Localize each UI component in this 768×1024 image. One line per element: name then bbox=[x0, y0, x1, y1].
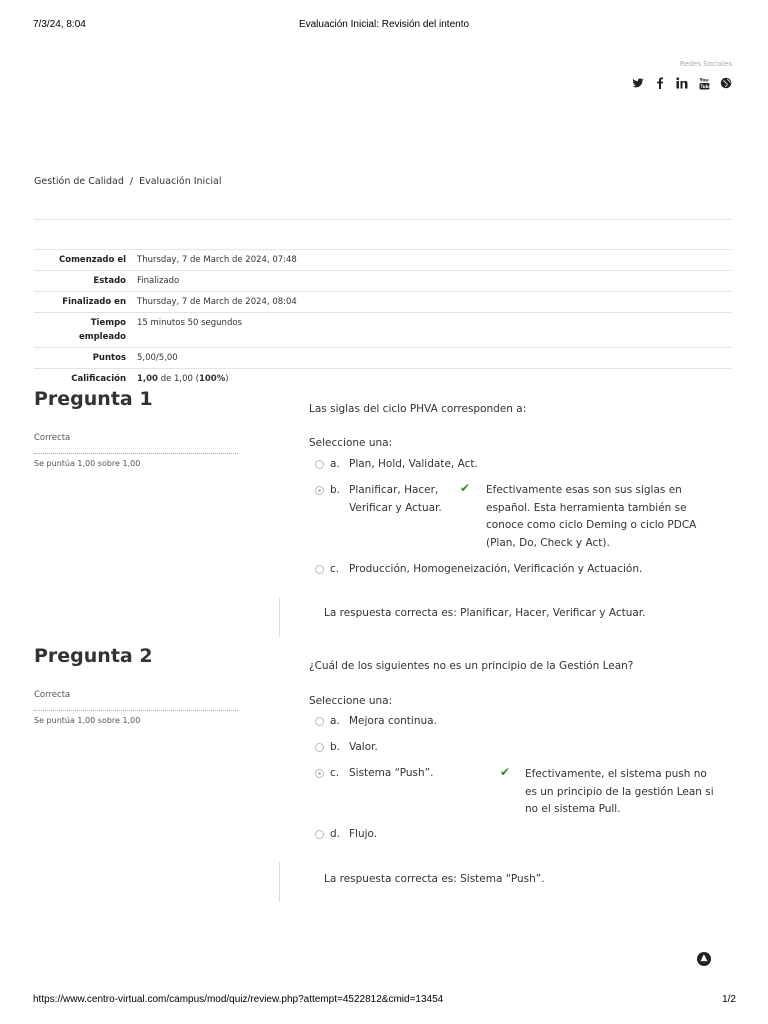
grade-value: 1,00 bbox=[137, 374, 158, 384]
question-state: Correcta bbox=[34, 433, 71, 443]
question-grade: Se puntúa 1,00 sobre 1,00 bbox=[34, 459, 141, 468]
divider bbox=[279, 862, 280, 902]
answer-text: Sistema “Push”. bbox=[349, 767, 434, 779]
question-text: ¿Cuál de los siguientes no es un principio de la Gestión Lean? bbox=[309, 660, 634, 672]
youtube-icon[interactable] bbox=[698, 77, 710, 91]
summary-label: Comenzado el bbox=[59, 255, 126, 265]
grade-percent: 100% bbox=[198, 374, 226, 384]
answer-radio[interactable] bbox=[315, 717, 324, 726]
chevron-up-icon: ▲ bbox=[700, 953, 708, 963]
answer-text: Mejora continua. bbox=[349, 715, 437, 727]
summary-label: Estado bbox=[93, 276, 126, 286]
summary-value-grade bbox=[134, 369, 732, 390]
breadcrumb-item-course[interactable]: Gestión de Calidad bbox=[34, 176, 124, 187]
feedback-line: Efectivamente, el sistema push no bbox=[525, 768, 707, 780]
question-title: Pregunta 1 bbox=[34, 388, 153, 410]
answer-letter: a. bbox=[330, 715, 340, 727]
feedback-line: español. Esta herramienta también se bbox=[486, 501, 687, 514]
answer-text: Producción, Homogeneización, Verificación y Actuación. bbox=[349, 563, 643, 575]
print-page-number: 1/2 bbox=[722, 994, 736, 1005]
summary-label: Puntos bbox=[92, 353, 126, 363]
grade-close: ) bbox=[225, 374, 229, 384]
question-grade: Se puntúa 1,00 sobre 1,00 bbox=[34, 716, 141, 725]
breadcrumb bbox=[34, 176, 222, 187]
answer-radio-selected[interactable] bbox=[315, 769, 324, 778]
svg-text:You: You bbox=[699, 78, 709, 84]
attempt-summary-table bbox=[34, 249, 732, 389]
answer-text: Flujo. bbox=[349, 828, 378, 840]
linkedin-icon[interactable] bbox=[676, 77, 688, 91]
summary-value: Thursday, 7 de March de 2024, 08:04 bbox=[137, 297, 297, 307]
table-row bbox=[34, 369, 732, 390]
question-state: Correcta bbox=[34, 690, 71, 700]
facebook-icon[interactable] bbox=[654, 77, 666, 91]
summary-value: Finalizado bbox=[137, 276, 180, 286]
divider bbox=[34, 453, 238, 454]
correct-answer-text: La respuesta correcta es: Sistema “Push”. bbox=[324, 873, 545, 885]
print-header bbox=[0, 19, 768, 33]
summary-value: 15 minutos 50 segundos bbox=[137, 318, 242, 328]
answer-text: Valor. bbox=[349, 741, 378, 753]
summary-label: Tiempo empleado bbox=[78, 318, 126, 342]
answer-radio[interactable] bbox=[315, 830, 324, 839]
answer-text-line: Planificar, Hacer, bbox=[349, 484, 439, 496]
summary-label: Finalizado en bbox=[62, 297, 126, 307]
table-row bbox=[34, 292, 732, 313]
answer-letter: c. bbox=[330, 767, 340, 779]
print-footer bbox=[0, 994, 768, 1008]
feedback-line: (Plan, Do, Check y Act). bbox=[486, 536, 610, 549]
print-datetime: 7/3/24, 8:04 bbox=[33, 19, 86, 30]
grade-of: de 1,00 ( bbox=[160, 374, 199, 384]
answer-radio[interactable] bbox=[315, 460, 324, 469]
divider bbox=[34, 710, 238, 711]
answer-letter: d. bbox=[330, 828, 341, 840]
check-icon: ✔ bbox=[460, 481, 471, 495]
summary-label: Calificación bbox=[71, 374, 126, 384]
breadcrumb-item-quiz[interactable]: Evaluación Inicial bbox=[139, 176, 222, 187]
feedback-line: es un principio de la gestión Lean si bbox=[525, 785, 714, 798]
feedback-line: Efectivamente esas son sus siglas en bbox=[486, 484, 682, 496]
svg-text:Tube: Tube bbox=[700, 84, 711, 89]
answer-letter: a. bbox=[330, 458, 340, 470]
answer-letter: b. bbox=[330, 741, 341, 753]
social-title: Redes Sociales bbox=[679, 60, 732, 68]
back-to-top-button[interactable] bbox=[697, 952, 711, 966]
print-url: https://www.centro-virtual.com/campus/mod/quiz/review.php?attempt=4522812&cmid=13454 bbox=[33, 994, 444, 1005]
table-row bbox=[34, 271, 732, 292]
summary-value: Thursday, 7 de March de 2024, 07:48 bbox=[137, 255, 297, 265]
question-prompt: Seleccione una: bbox=[309, 437, 393, 449]
feedback-line: no el sistema Pull. bbox=[525, 803, 621, 815]
answer-text-line: Verificar y Actuar. bbox=[349, 502, 442, 514]
print-page-title: Evaluación Inicial: Revisión del intento bbox=[298, 19, 470, 30]
twitter-icon[interactable] bbox=[632, 77, 644, 91]
divider bbox=[34, 219, 732, 220]
table-row bbox=[34, 313, 732, 348]
breadcrumb-separator: / bbox=[129, 176, 134, 187]
divider bbox=[279, 597, 280, 637]
correct-answer-text: La respuesta correcta es: Planificar, Hacer, Verificar y Actuar. bbox=[324, 607, 646, 619]
social-links bbox=[632, 77, 732, 91]
question-text: Las siglas del ciclo PHVA corresponden a: bbox=[309, 403, 527, 415]
question-prompt: Seleccione una: bbox=[309, 695, 393, 707]
check-icon: ✔ bbox=[500, 765, 511, 779]
globe-icon[interactable] bbox=[720, 77, 732, 91]
answer-letter: b. bbox=[330, 484, 341, 496]
feedback-line: conoce como ciclo Deming o ciclo PDCA bbox=[486, 519, 697, 531]
answer-letter: c. bbox=[330, 563, 340, 575]
summary-value: 5,00/5,00 bbox=[137, 353, 178, 363]
table-row bbox=[34, 348, 732, 369]
answer-radio[interactable] bbox=[315, 743, 324, 752]
answer-radio[interactable] bbox=[315, 565, 324, 574]
question-title: Pregunta 2 bbox=[34, 645, 153, 667]
table-row bbox=[34, 250, 732, 271]
answer-radio-selected[interactable] bbox=[315, 486, 324, 495]
answer-text: Plan, Hold, Validate, Act. bbox=[349, 458, 478, 470]
